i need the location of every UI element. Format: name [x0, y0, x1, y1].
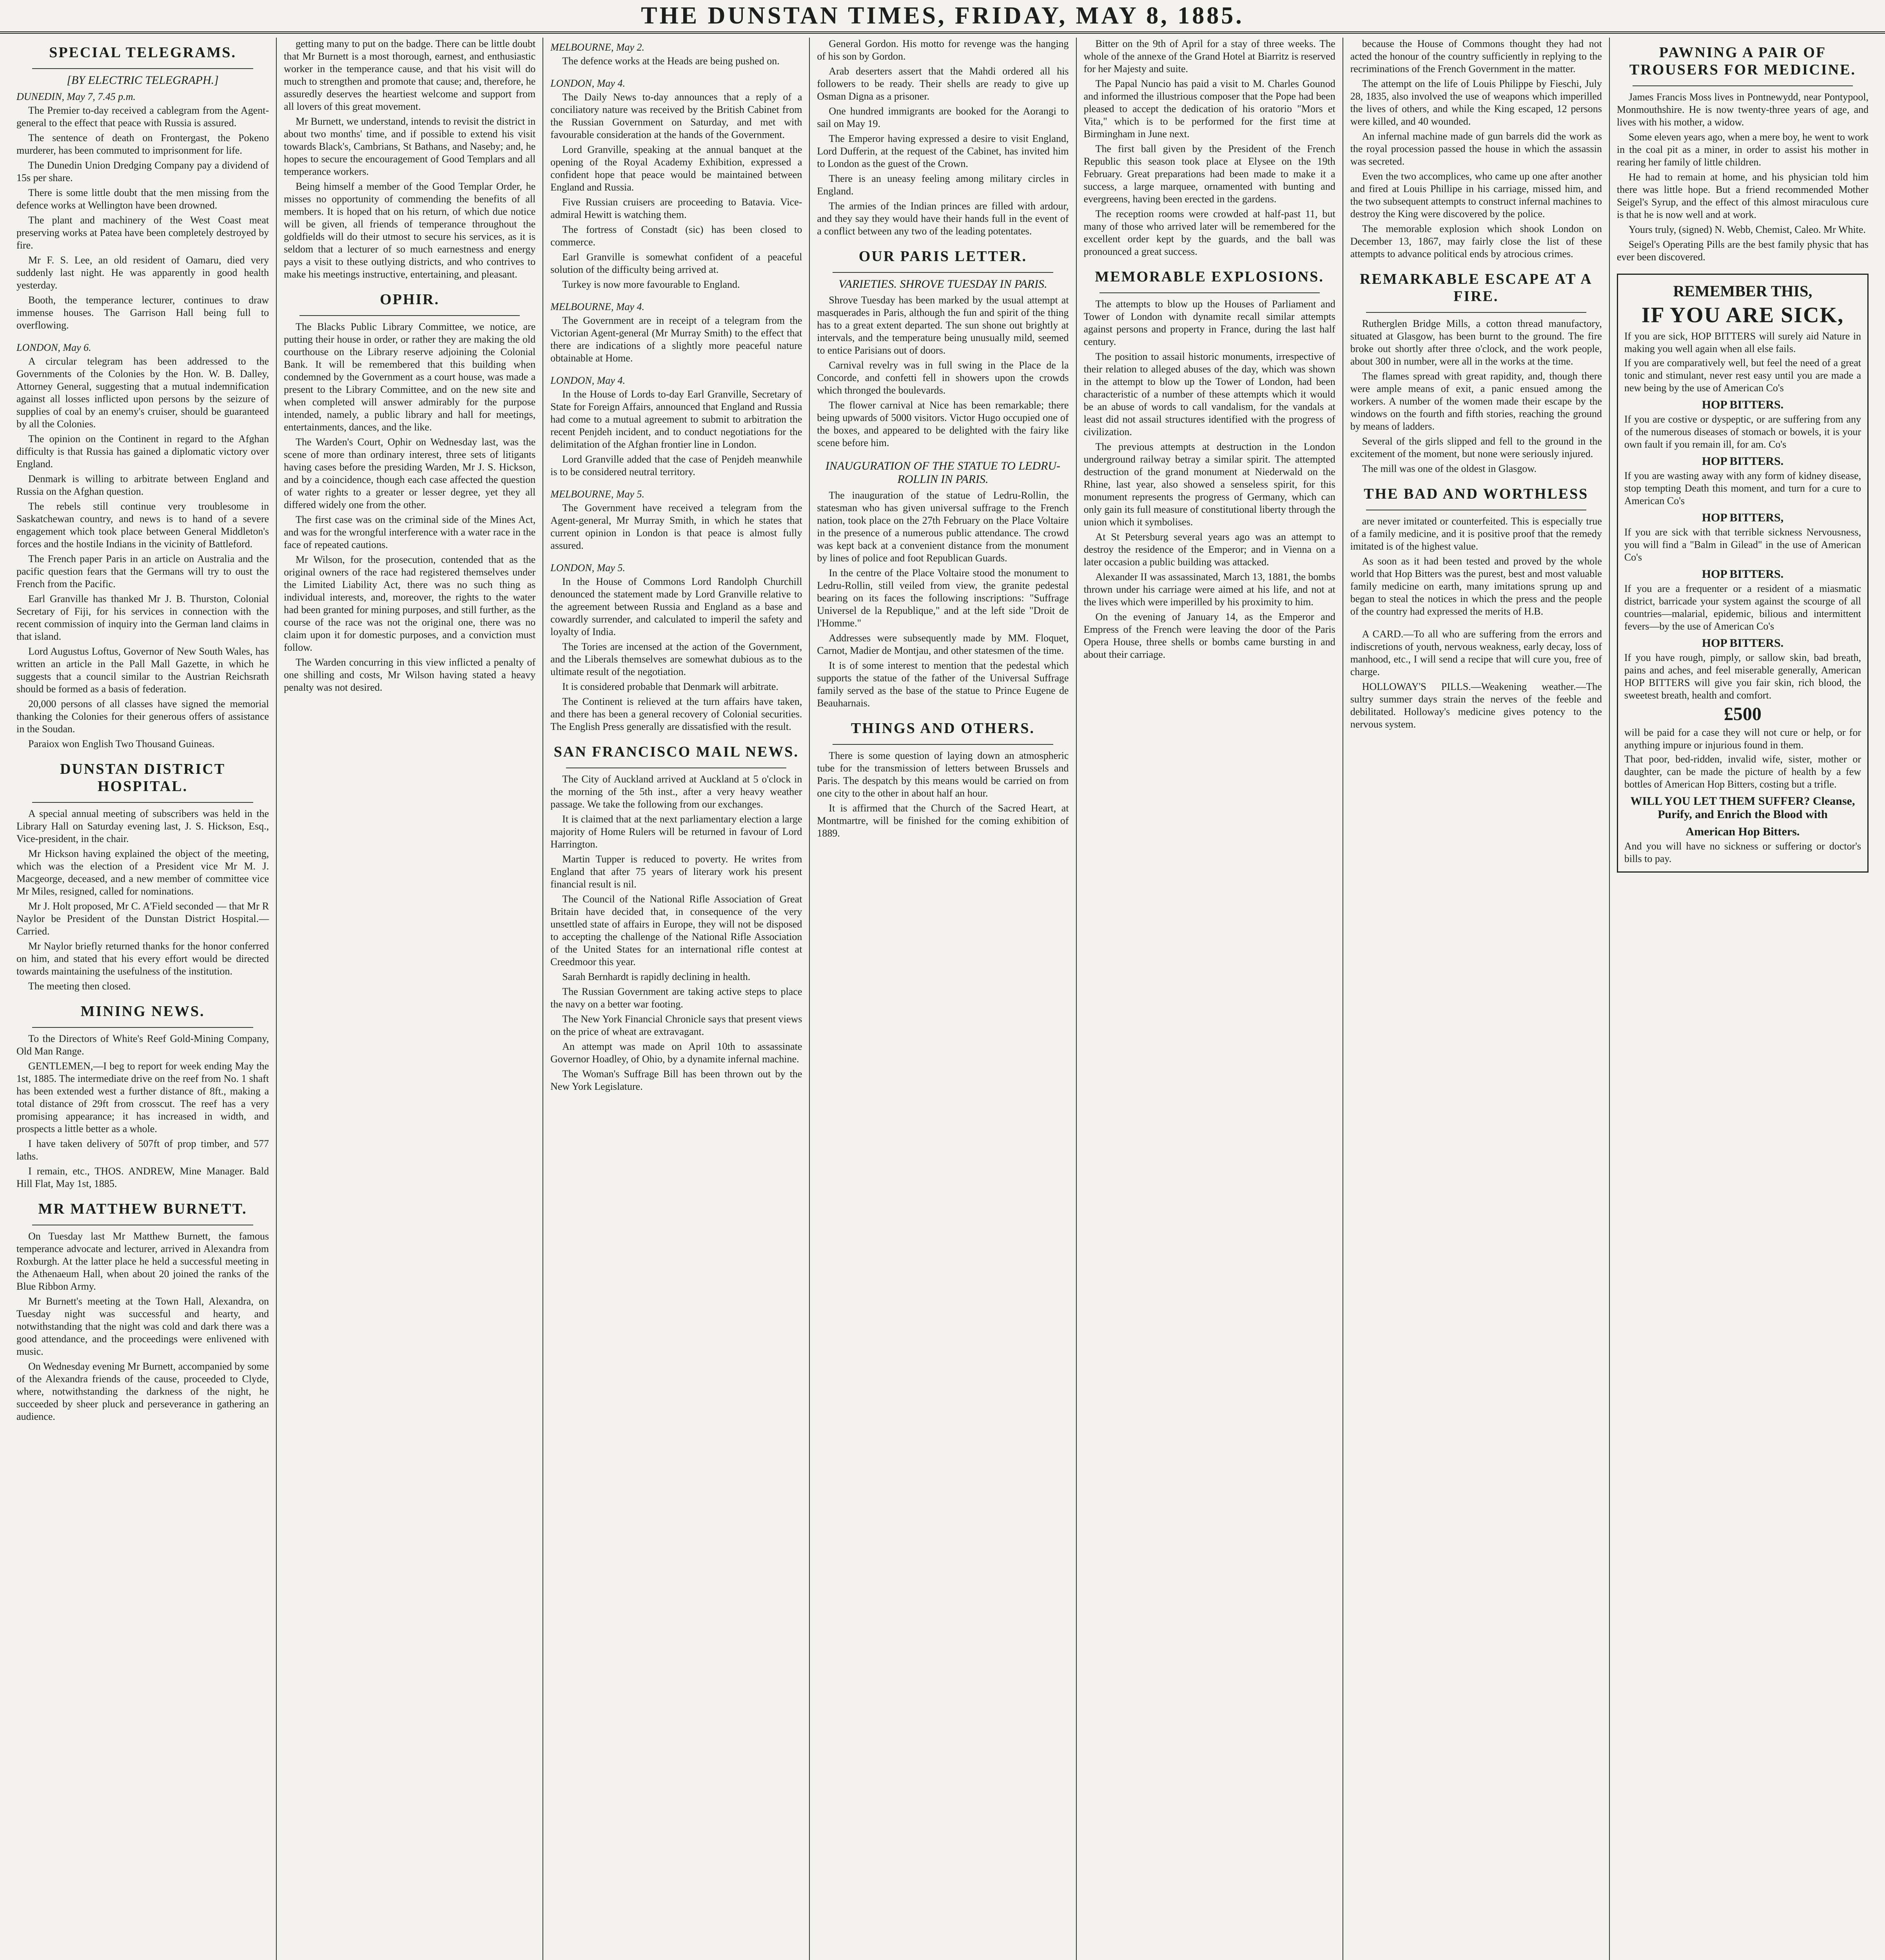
article-dateline: LONDON, May 4.: [550, 78, 625, 89]
article-paragraph: The memorable explosion which shook London on December 13, 1867, may fairly close the list of these attempts to advance political ends by atrocious crimes.: [1350, 223, 1602, 260]
article-paragraph: An attempt was made on April 10th to assassinate Governor Hoadley, of Ohio, by a dynamite infernal machine.: [550, 1041, 802, 1065]
article: [1350, 38, 1602, 260]
article-headline: MR MATTHEW BURNETT.: [38, 1201, 247, 1217]
article-paragraph: Addresses were subsequently made by MM. Floquet, Carnot, Madier de Montjau, and other statesmen of the time.: [817, 632, 1069, 656]
article-paragraph: The meeting then closed.: [28, 980, 131, 992]
article-paragraph: The sentence of death on Frontergast, the Pokeno murderer, has been commuted to imprisonment for life.: [16, 132, 269, 156]
article: [284, 291, 535, 694]
article-paragraph: Earl Granville is somewhat confident of a peaceful solution of the difficulty being arrived at.: [550, 251, 802, 275]
article-paragraph: Sarah Bernhardt is rapidly declining in health.: [562, 971, 751, 982]
article-paragraph: In the centre of the Place Voltaire stood the monument to Ledru-Rollin, still veiled from view, the granite pedestal bearing on its faces the following inscriptions: "Suffrage Universel de la Republique," and at the left side "Droit de l'Homme.": [817, 567, 1069, 629]
headline-rule: [1099, 292, 1320, 293]
advert-text: That poor, bed-ridden, invalid wife, sister, mother or daughter, can be made the picture of health by a few bottles of American Hop Bitters, costing but a trifle.: [1624, 753, 1861, 790]
article: [1084, 38, 1335, 258]
masthead: [0, 0, 1885, 34]
advert-text: will be paid for a case they will not cure or help, or for anything impure or injurious found in them.: [1624, 727, 1861, 751]
article-paragraph: Mr J. Holt proposed, Mr C. A'Field seconded — that Mr R Naylor be President of the Dunstan District Hospital.—Carried.: [16, 900, 269, 937]
article-paragraph: Alexander II was assassinated, March 13, 1881, the bombs thrown under his carriage were aimed at his life, and not at the lives which were imperilled by his proximity to him.: [1083, 571, 1335, 608]
headline-rule: [1633, 85, 1853, 86]
article-paragraph: Rutherglen Bridge Mills, a cotton thread manufactory, situated at Glasgow, has been burnt to the ground. The fire broke out shortly after three o'clock, and the work people, about 300 in number, were all in the works at the time.: [1350, 318, 1602, 367]
article: [16, 342, 269, 750]
article-paragraph: Denmark is willing to arbitrate between England and Russia on the Afghan question.: [16, 473, 269, 497]
advert-footer: And you will have no sickness or suffering or doctor's bills to pay.: [1624, 840, 1861, 864]
article: [550, 375, 802, 478]
article-paragraph: I remain, etc., THOS. ANDREW, Mine Manager. Bald Hill Flat, May 1st, 1885.: [16, 1165, 269, 1189]
column-4: [809, 38, 1076, 1960]
article-headline: MEMORABLE EXPLOSIONS.: [1095, 269, 1324, 285]
article-paragraph: The Russian Government are taking active steps to place the navy on a better war footing.: [550, 986, 802, 1010]
article-paragraph: The Warden's Court, Ophir on Wednesday last, was the scene of more than ordinary interest, three sets of litigants having cases before the presiding Warden, Mr J. S. Hickson, and by a coincidence, though each case affected the question of water rights to a greater or lesser degree, yet they all differed widely one from the other.: [284, 436, 536, 510]
article-paragraph: The Continent is relieved at the turn affairs have taken, and there has been a general recovery of Colonial securities. The English Press generally are dissatisfied with the result.: [550, 696, 802, 732]
article-paragraph: The defence works at the Heads are being pushed on.: [562, 55, 780, 67]
headline-rule: [32, 802, 253, 803]
article-paragraph: Mr Wilson, for the prosecution, contended that as the original owners of the race had registered themselves under the Limited Liability Act, there was no such thing as individual interests, and, moreover, the rights to the water had been granted for mining purposes, and still further, as the course of the race was not the original one, there was no claim upon it for domestic purposes, and a conviction must follow.: [284, 554, 536, 653]
article-paragraph: Mr Naylor briefly returned thanks for the honor conferred on him, and stated that his every effort would be directed towards maintaining the usefulness of the institution.: [16, 940, 269, 977]
article-paragraph: The Blacks Public Library Committee, we notice, are putting their house in order, or rather they are making the old courthouse on the Library reserve adjoining the Colonial Bank. It will be remembered that this building when condemned by the Government as a court house, was made a present to the Library Committee, and on the new site and when completed will answer admirably for the purpose intended, namely, a public library and hall for meetings, entertainments, dances, and the like.: [284, 321, 536, 433]
article-paragraph: Carnival revelry was in full swing in the Place de la Concorde, and confetti fell in showers upon the crowds which thronged the boulevards.: [817, 359, 1069, 396]
article-paragraph: The attempts to blow up the Houses of Parliament and Tower of London with dynamite recall similar attempts against persons and property in France, during the last half century.: [1083, 298, 1335, 347]
article-paragraph: Shrove Tuesday has been marked by the usual attempt at masquerades in Paris, although the fun and spirit of the thing has to a great extent departed. The sun shone out brightly at intervals, and the temperature being unusually mild, seemed to entice Parisians out of doors.: [817, 294, 1069, 356]
article-headline: THINGS AND OTHERS.: [851, 720, 1035, 737]
article-paragraph: The flower carnival at Nice has been remarkable; there being upwards of 5000 visitors. Victor Hugo occupied one of the boxes, and appeared to be delighted with the fairy like scene before him.: [817, 399, 1069, 448]
article-subhead: [BY ELECTRIC TELEGRAPH.]: [67, 74, 219, 87]
article: [817, 248, 1069, 449]
article-headline: OPHIR.: [380, 291, 440, 308]
article-paragraph: It is claimed that at the next parliamentary election a large majority of Home Rulers will be returned in favour of Lord Harrington.: [550, 813, 802, 850]
article-paragraph: There is some question of laying down an atmospheric tube for the transmission of letters between Brussels and Paris. The despatch by this means would be carried on from one city to the other in about half an hour.: [817, 750, 1069, 799]
article-paragraph: An infernal machine made of gun barrels did the work as the royal procession passed the house in which the assassin was secreted.: [1350, 131, 1602, 167]
article-paragraph: The plant and machinery of the West Coast meat preserving works at Patea have been completely destroyed by fire.: [16, 214, 269, 251]
article-paragraph: There is an uneasy feeling among military circles in England.: [817, 173, 1069, 197]
article-dateline: LONDON, May 5.: [550, 562, 625, 573]
advert-text: If you have rough, pimply, or sallow skin, bad breath, pains and aches, and feel miserable generally, American HOP BITTERS will give you fair skin, rich blood, the sweetest breath, health and comfort.: [1624, 652, 1861, 701]
article-paragraph: A circular telegram has been addressed to the Governments of the Colonies by the Hon. W. B. Dalley, Attorney General, suggesting that a mutual indemnification against all losses inflicted upon persons by the seizure of supplies of coal by an enemy's cruiser, should be guaranteed by all the Colonies.: [16, 356, 269, 430]
article-paragraph: The Tories are incensed at the action of the Government, and the Liberals themselves are somewhat dubious as to the ultimate result of the negotiation.: [550, 641, 802, 677]
headline-rule: [299, 315, 520, 316]
article-subhead: INAUGURATION OF THE STATUE TO LEDRU-ROLLIN IN PARIS.: [825, 459, 1061, 486]
advert-brand: HOP BITTERS.: [1702, 398, 1784, 411]
column-3: [542, 38, 809, 1960]
article-paragraph: Earl Granville has thanked Mr J. B. Thurston, Colonial Secretary of Fiji, for his services in connection with the recent commission of inquiry into the German land claims in that island.: [16, 593, 269, 642]
article-paragraph: 20,000 persons of all classes have signed the memorial thanking the Colonies for their generous offers of assistance in the Soudan.: [16, 698, 269, 735]
article: [550, 488, 802, 552]
article-paragraph: The Dunedin Union Dredging Company pay a dividend of 15s per share.: [16, 160, 269, 183]
advert-text: If you are sick with that terrible sickness Nervousness, you will find a "Balm in Gilead" in the use of American Co's: [1624, 526, 1861, 563]
article-paragraph: The reception rooms were crowded at half-past 11, but many of those who arrived later will be remembered for the excellent order kept by the guards, and the ball was pronounced a great success.: [1083, 208, 1335, 257]
article-paragraph: Mr Hickson having explained the object of the meeting, which was the election of a President vice Mr M. J. Macgeorge, deceased, and a new member of committee vice Mr Miles, resigned, called for nominations.: [16, 848, 269, 897]
advert-closing: WILL YOU LET THEM SUFFER? Cleanse, Purify, and Enrich the Blood with: [1630, 795, 1855, 821]
article-paragraph: Yours truly, (signed) N. Webb, Chemist, Caleo. Mr White.: [1628, 224, 1866, 235]
article-paragraph: Lord Granville, speaking at the annual banquet at the opening of the Royal Academy Exhibition, expressed a confident hope that peace would be maintained between England and Russia.: [550, 144, 802, 193]
article-paragraph: I have taken delivery of 507ft of prop timber, and 577 laths.: [16, 1138, 269, 1162]
article: [550, 78, 802, 291]
article: [16, 44, 269, 332]
article-paragraph: Booth, the temperance lecturer, continues to draw immense houses. The Garrison Hall being full to overflowing.: [16, 294, 269, 331]
article-paragraph: Lord Augustus Loftus, Governor of New South Wales, has written an article in the Pall Mall Gazette, in which he suggests that a council similar to the Austrian Reichsrath should be formed as a basis of federation.: [16, 646, 269, 695]
article-paragraph: The attempt on the life of Louis Philippe by Fieschi, July 28, 1835, also involved the use of weapons which imperilled the lives of others, and while the King escaped, 12 persons were killed, and 40 wounded.: [1350, 78, 1602, 127]
article-paragraph: GENTLEMEN,—I beg to report for week ending May the 1st, 1885. The intermediate drive on the reef from No. 1 shaft has been extended west a further distance of 8ft., making a total distance of 29ft from crosscut. The reef has a very promising appearance; it has increased in width, and prospects a little better as a whole.: [16, 1060, 269, 1134]
article: [550, 562, 802, 733]
article-paragraph: The rebels still continue very troublesome in Saskatchewan country, and news is to hand of a severe engagement which took place between General Middleton's forces and the hostile Indians in the vicinity of Battleford.: [16, 501, 269, 550]
article-paragraph: Lord Granville added that the case of Penjdeh meanwhile is to be considered neutral territory.: [550, 454, 802, 477]
column-7: [1609, 38, 1876, 1960]
article-paragraph: To the Directors of White's Reef Gold-Mining Company, Old Man Range.: [16, 1033, 269, 1057]
headline-rule: [833, 744, 1053, 745]
article-paragraph: The fortress of Constadt (sic) has been closed to commerce.: [550, 224, 802, 248]
article: [817, 459, 1069, 710]
article-paragraph: Being himself a member of the Good Templar Order, he misses no opportunity of commending the benefits of all members. It is hoped that on his return, of which due notice will be given, all friends of temperance throughout the goldfields will do their utmost to secure his services, as it is seldom that a lecturer of so much earnestness and energy pays a visit to these outlying districts, and who contrives to make his meetings instructive, entertaining, and pleasant.: [284, 181, 536, 280]
article-paragraph: The Warden concurring in this view inflicted a penalty of one shilling and costs, Mr Wilson having stated a heavy penalty was not desired.: [284, 657, 536, 693]
article-paragraph: It is considered probable that Denmark will arbitrate.: [562, 681, 778, 692]
article-paragraph: Five Russian cruisers are proceeding to Batavia. Vice-admiral Hewitt is watching them.: [550, 196, 802, 220]
article-paragraph: The previous attempts at destruction in the London underground railway betray a similar spirit. The attempted destruction of the grand monument at Niederwald on the Rhine, last year, also showed a senseless spirit, for this monument represents the progress of Germany, which can only gain its full measure of constitutional liberty through the union which it symbolises.: [1083, 441, 1335, 528]
article-paragraph: The Premier to-day received a cablegram from the Agent-general to the effect that peace with Russia is assured.: [16, 105, 269, 129]
article-paragraph: Turkey is now more favourable to England.: [562, 279, 740, 290]
article-paragraph: The Emperor having expressed a desire to visit England, Lord Dufferin, at the request of the Cabinet, has invited him to London as the guest of the Crown.: [817, 133, 1069, 169]
article-paragraph: General Gordon. His motto for revenge was the hanging of his son by Gordon.: [817, 38, 1069, 62]
article-subhead: VARIETIES. SHROVE TUESDAY IN PARIS.: [838, 278, 1047, 290]
advert-closing-brand: American Hop Bitters.: [1685, 825, 1800, 838]
article-paragraph: The Government have received a telegram from the Agent-general, Mr Murray Smith, in which he states that current opinion in London is that peace is almost fully assured.: [550, 502, 802, 551]
article: [1084, 268, 1335, 661]
article-paragraph: HOLLOWAY'S PILLS.—Weakening weather.—The sultry summer days strain the nerves of the feeble and debilitated. Holloway's medicine gives potency to the nervous system.: [1350, 681, 1602, 730]
advert-title: REMEMBER THIS,: [1673, 282, 1812, 300]
article-paragraph: At St Petersburg several years ago was an attempt to destroy the residence of the Emperor; and in Vienna on a later occasion a public building was attacked.: [1083, 531, 1335, 568]
article: [16, 1003, 269, 1190]
article-paragraph: The Woman's Suffrage Bill has been thrown out by the New York Legislature.: [550, 1068, 802, 1092]
article: [817, 38, 1069, 238]
advert-text: If you are costive or dyspeptic, or are suffering from any of the numerous diseases of stomach or bowels, it is your own fault if you remain ill, for am. Co's: [1624, 414, 1861, 450]
article-paragraph: Mr Burnett, we understand, intends to revisit the district in about two months' time, and if possible to extend his visit towards Black's, Cambrians, St Bathans, and Naseby; and, he hopes to secure the encouragement of Good Templars and all temperance workers.: [284, 116, 536, 177]
article-dateline: DUNEDIN, May 7, 7.45 p.m.: [16, 91, 136, 102]
headline-rule: [32, 68, 253, 69]
article-dateline: MELBOURNE, May 4.: [550, 301, 645, 312]
article-paragraph: On Tuesday last Mr Matthew Burnett, the famous temperance advocate and lecturer, arrived in Alexandra from Roxburgh. At the latter place he held a successful meeting in the Athenaeum Hall, when about 20 joined the ranks of the Blue Ribbon Army.: [16, 1230, 269, 1292]
article-paragraph: On the evening of January 14, as the Emperor and Empress of the French were leaving the door of the Paris Opera House, three shells or bombs came bursting in and about their carriage.: [1083, 611, 1335, 660]
article-paragraph: The City of Auckland arrived at Auckland at 5 o'clock in the morning of the 5th inst., after a very heavy weather passage. We take the following from our exchanges.: [550, 773, 802, 810]
article: [16, 1200, 269, 1423]
headline-rule: [32, 1027, 253, 1028]
article-paragraph: The flames spread with great rapidity, and, though there were ample means of exit, a panic ensued among the workers. A number of the women made their escape by the windows on the fourth and fifth stories, reaching the ground by means of ladders.: [1350, 370, 1602, 432]
article-paragraph: Paraiox won English Two Thousand Guineas.: [28, 738, 215, 750]
article-paragraph: In the House of Lords to-day Earl Granville, Secretary of State for Foreign Affairs, announced that England and Russia had come to a mutual agreement to submit to arbitration the recent Penjdeh incident, and to conduct negotiations for the delimitation of the Afghan frontier line in London.: [550, 388, 802, 450]
hop-bitters-advert: [1617, 274, 1869, 873]
article-paragraph: The inauguration of the statue of Ledru-Rollin, the statesman who has given universal suffrage to the French nation, took place on the 27th February on the Place Voltaire in the presence of a numerous public attendance. The crowd was kept back at a convenient distance from the monument by lines of police and foot Republican Guards.: [817, 490, 1069, 564]
advert-brand: HOP BITTERS.: [1702, 455, 1784, 468]
article-headline: SPECIAL TELEGRAMS.: [49, 44, 236, 61]
column-6: [1343, 38, 1609, 1960]
article-paragraph: The mill was one of the oldest in Glasgow.: [1362, 463, 1537, 474]
advert-brand: HOP BITTERS.: [1702, 568, 1784, 581]
article-paragraph: One hundred immigrants are booked for the Aorangi to sail on May 19.: [817, 105, 1069, 129]
advert-text: If you are sick, HOP BITTERS will surely aid Nature in making you well again when all else fails.: [1624, 330, 1861, 354]
article-paragraph: Bitter on the 9th of April for a stay of three weeks. The whole of the annexe of the Grand Hotel at Biarritz is reserved for her Majesty and suite.: [1083, 38, 1335, 74]
article-paragraph: The French paper Paris in an article on Australia and the pacific question fears that the Germans will try to oust the French from the Pacific.: [16, 553, 269, 590]
article-paragraph: The Council of the National Rifle Association of Great Britain have decided that, in consequence of the very unsettled state of affairs in Europe, they will not be disposed to accepting the challenge of the National Rifle Association of the United States for an international rifle contest at Creedmoor this year.: [550, 893, 802, 967]
article-paragraph: On Wednesday evening Mr Burnett, accompanied by some of the Alexandra friends of the cause, proceeded to Clyde, where, notwithstanding the darkness of the night, he succeeded by sheer pluck and perseverance in gathering an audience.: [16, 1361, 269, 1422]
article-paragraph: Arab deserters assert that the Mahdi ordered all his followers to be ready. Their shells are ready to give up Osman Digna as a prisoner.: [817, 65, 1069, 102]
article: [1617, 44, 1869, 263]
article-paragraph: The Papal Nuncio has paid a visit to M. Charles Gounod and informed the illustrious composer that the Pope had been pleased to accept the dedication of his oratorio "Mors et Vita," which is to be performed for the first time at Birmingham in June next.: [1083, 78, 1335, 140]
article-paragraph: As soon as it had been tested and proved by the whole world that Hop Bitters was the purest, best and most valuable family medicine on earth, many imitations sprung up and began to steal the notices in which the press and the people of the country had expressed the merits of H.B.: [1350, 555, 1602, 617]
article-paragraph: getting many to put on the badge. There can be little doubt that Mr Burnett is a most thorough, earnest, and enthusiastic worker in the temperance cause, and that his visit will do much to strengthen and promote that cause; and, therefore, he assuredly deserves the heartiest welcome and support from all lovers of this great movement.: [284, 38, 536, 112]
article: [1350, 485, 1602, 618]
article-paragraph: It is of some interest to mention that the pedestal which supports the statue of the father of the Universal Suffrage family served as the base of the statue to Prince Eugene de Beauharnais.: [817, 660, 1069, 709]
article-paragraph: There is some little doubt that the men missing from the defence works at Wellington have been drowned.: [16, 187, 269, 211]
article: [550, 42, 802, 67]
advert-brand: HOP BITTERS,: [1702, 511, 1784, 524]
article: [550, 743, 802, 1093]
article-paragraph: Mr Burnett's meeting at the Town Hall, Alexandra, on Tuesday night was successful and hearty, and notwithstanding that the night was cold and dark there was a good attendance, and the proceedings were enlivened with music.: [16, 1296, 269, 1357]
article-headline: PAWNING A PAIR OF TROUSERS FOR MEDICINE.: [1629, 44, 1856, 78]
article-paragraph: The Daily News to-day announces that a reply of a conciliatory nature was received by the British Cabinet from the Russian Government on Saturday, and met with favourable consideration at the hands of the Government.: [550, 91, 802, 140]
article-paragraph: In the House of Commons Lord Randolph Churchill denounced the statement made by Lord Granville relative to the agreement between Russia and England as a base and cowardly surrender, and calculated to imperil the safety and loyalty of India.: [550, 576, 802, 637]
article-paragraph: Martin Tupper is reduced to poverty. He writes from England that after 75 years of literary work his present financial result is nil.: [550, 853, 802, 890]
article-headline: MINING NEWS.: [80, 1003, 205, 1020]
article-paragraph: are never imitated or counterfeited. This is especially true of a family medicine, and it is positive proof that the remedy imitated is of the highest value.: [1350, 515, 1602, 552]
article-paragraph: A special annual meeting of subscribers was held in the Library Hall on Saturday evening last, J. S. Hickson, Esq., Vice-president, in the chair.: [16, 808, 269, 844]
masthead-title: THE DUNSTAN TIMES, FRIDAY, MAY 8, 1885.: [641, 2, 1244, 29]
article-paragraph: because the House of Commons thought they had not acted the honour of the country sufficiently in replying to the recriminations of the French Government in the matter.: [1350, 38, 1602, 74]
article-dateline: LONDON, May 6.: [16, 342, 91, 353]
advert-brand: HOP BITTERS.: [1702, 637, 1784, 650]
article-headline: SAN FRANCISCO MAIL NEWS.: [553, 744, 799, 760]
advert-text: If you are a frequenter or a resident of a miasmatic district, barricade your system against the scourge of all countries—malarial, epidemic, bilious and intermittent fevers—by the use of American Co's: [1624, 583, 1861, 632]
article-paragraph: The opinion on the Continent in regard to the Afghan difficulty is that Russia has gained a diplomatic victory over England.: [16, 433, 269, 470]
article-paragraph: Some eleven years ago, when a mere boy, he went to work in the coal pit as a miner, in order to assist his mother in rearing her family of little children.: [1616, 131, 1869, 168]
column-5: [1076, 38, 1343, 1960]
article-dateline: MELBOURNE, May 2.: [550, 42, 645, 53]
article-headline: THE BAD AND WORTHLESS: [1364, 486, 1589, 502]
article-headline: OUR PARIS LETTER.: [858, 248, 1027, 265]
article-headline: DUNSTAN DISTRICT HOSPITAL.: [60, 761, 226, 795]
article-paragraph: The position to assail historic monuments, irrespective of their relation to alleged abuses of the day, which was shown in the attempt to blow up the Tower of London, had been characteristic of a number of these attempts which it would be an abuse of words to call vandalism, for the vandals at least did not assail structures identified with the progress of civilization.: [1083, 351, 1335, 437]
article-dateline: LONDON, May 4.: [550, 375, 625, 386]
article: [1350, 270, 1602, 475]
article: [284, 38, 535, 281]
article-paragraph: The Government are in receipt of a telegram from the Victorian Agent-general (Mr Murray Smith) to the effect that there are indications of a slightly more peaceful nature obtainable at Home.: [550, 315, 802, 364]
article-paragraph: Even the two accomplices, who came up one after another and fired at Louis Phillipe in his carriage, missed him, and the two subsequent attempts to construct infernal machines to destroy the King were discovered by the police.: [1350, 171, 1602, 220]
article-paragraph: It is affirmed that the Church of the Sacred Heart, at Montmartre, will be finished for the coming exhibition of 1889.: [817, 802, 1069, 839]
article-paragraph: A CARD.—To all who are suffering from the errors and indiscretions of youth, nervous weakness, early decay, loss of manhood, etc., I will send a recipe that will cure you, free of charge.: [1350, 628, 1602, 677]
article-paragraph: Several of the girls slipped and fell to the ground in the excitement of the moment, but none were seriously injured.: [1350, 436, 1602, 459]
article-paragraph: He had to remain at home, and his physician told him there was little hope. But a friend recommended Mother Seigel's Syrup, and the effect of this almost miraculous cure is that he is now well and at work.: [1616, 171, 1869, 220]
article-paragraph: The armies of the Indian princes are filled with ardour, and they say they would have their hands full in the event of a conflict between any two of the leading potentates.: [817, 200, 1069, 237]
advert-reward: £500: [1724, 704, 1762, 724]
advert-text: If you are comparatively well, but feel the need of a great tonic and stimulant, never rest easy until you are made a new being by the use of American Co's: [1624, 357, 1861, 394]
article: [550, 301, 802, 365]
column-2: [276, 38, 542, 1960]
advert-headline: IF YOU ARE SICK,: [1641, 303, 1844, 327]
article-paragraph: The first case was on the criminal side of the Mines Act, and was for the wrongful interference with a water race in the face of repeated cautions.: [284, 514, 536, 550]
article-dateline: MELBOURNE, May 5.: [550, 488, 645, 500]
headline-rule: [833, 272, 1053, 273]
columns: [9, 38, 1876, 1960]
article-paragraph: Seigel's Operating Pills are the best family physic that has ever been discovered.: [1616, 239, 1869, 263]
article-headline: REMARKABLE ESCAPE AT A FIRE.: [1360, 271, 1593, 305]
article-paragraph: Mr F. S. Lee, an old resident of Oamaru, died very suddenly last night. He was apparently in good health yesterday.: [16, 254, 269, 291]
article: [817, 720, 1069, 840]
article-paragraph: The first ball given by the President of the French Republic this season took place at Elysee on the 19th February. Great preparations had been made to make it a success, a large marquee, ornamented with bunting and evergreens, having been erected in the gardens.: [1083, 143, 1335, 205]
article-paragraph: The New York Financial Chronicle says that present views on the price of wheat are extravagant.: [550, 1013, 802, 1037]
headline-rule: [1366, 312, 1586, 313]
article: [16, 760, 269, 993]
column-1: [9, 38, 276, 1960]
article-paragraph: James Francis Moss lives in Pontnewydd, near Pontypool, Monmouthshire. He is now twenty-three years of age, and lives with his mother, a widow.: [1616, 91, 1869, 128]
advert-text: If you are wasting away with any form of kidney disease, stop tempting Death this moment, and turn for a cure to American Co's: [1624, 470, 1861, 506]
article: [1350, 628, 1602, 731]
